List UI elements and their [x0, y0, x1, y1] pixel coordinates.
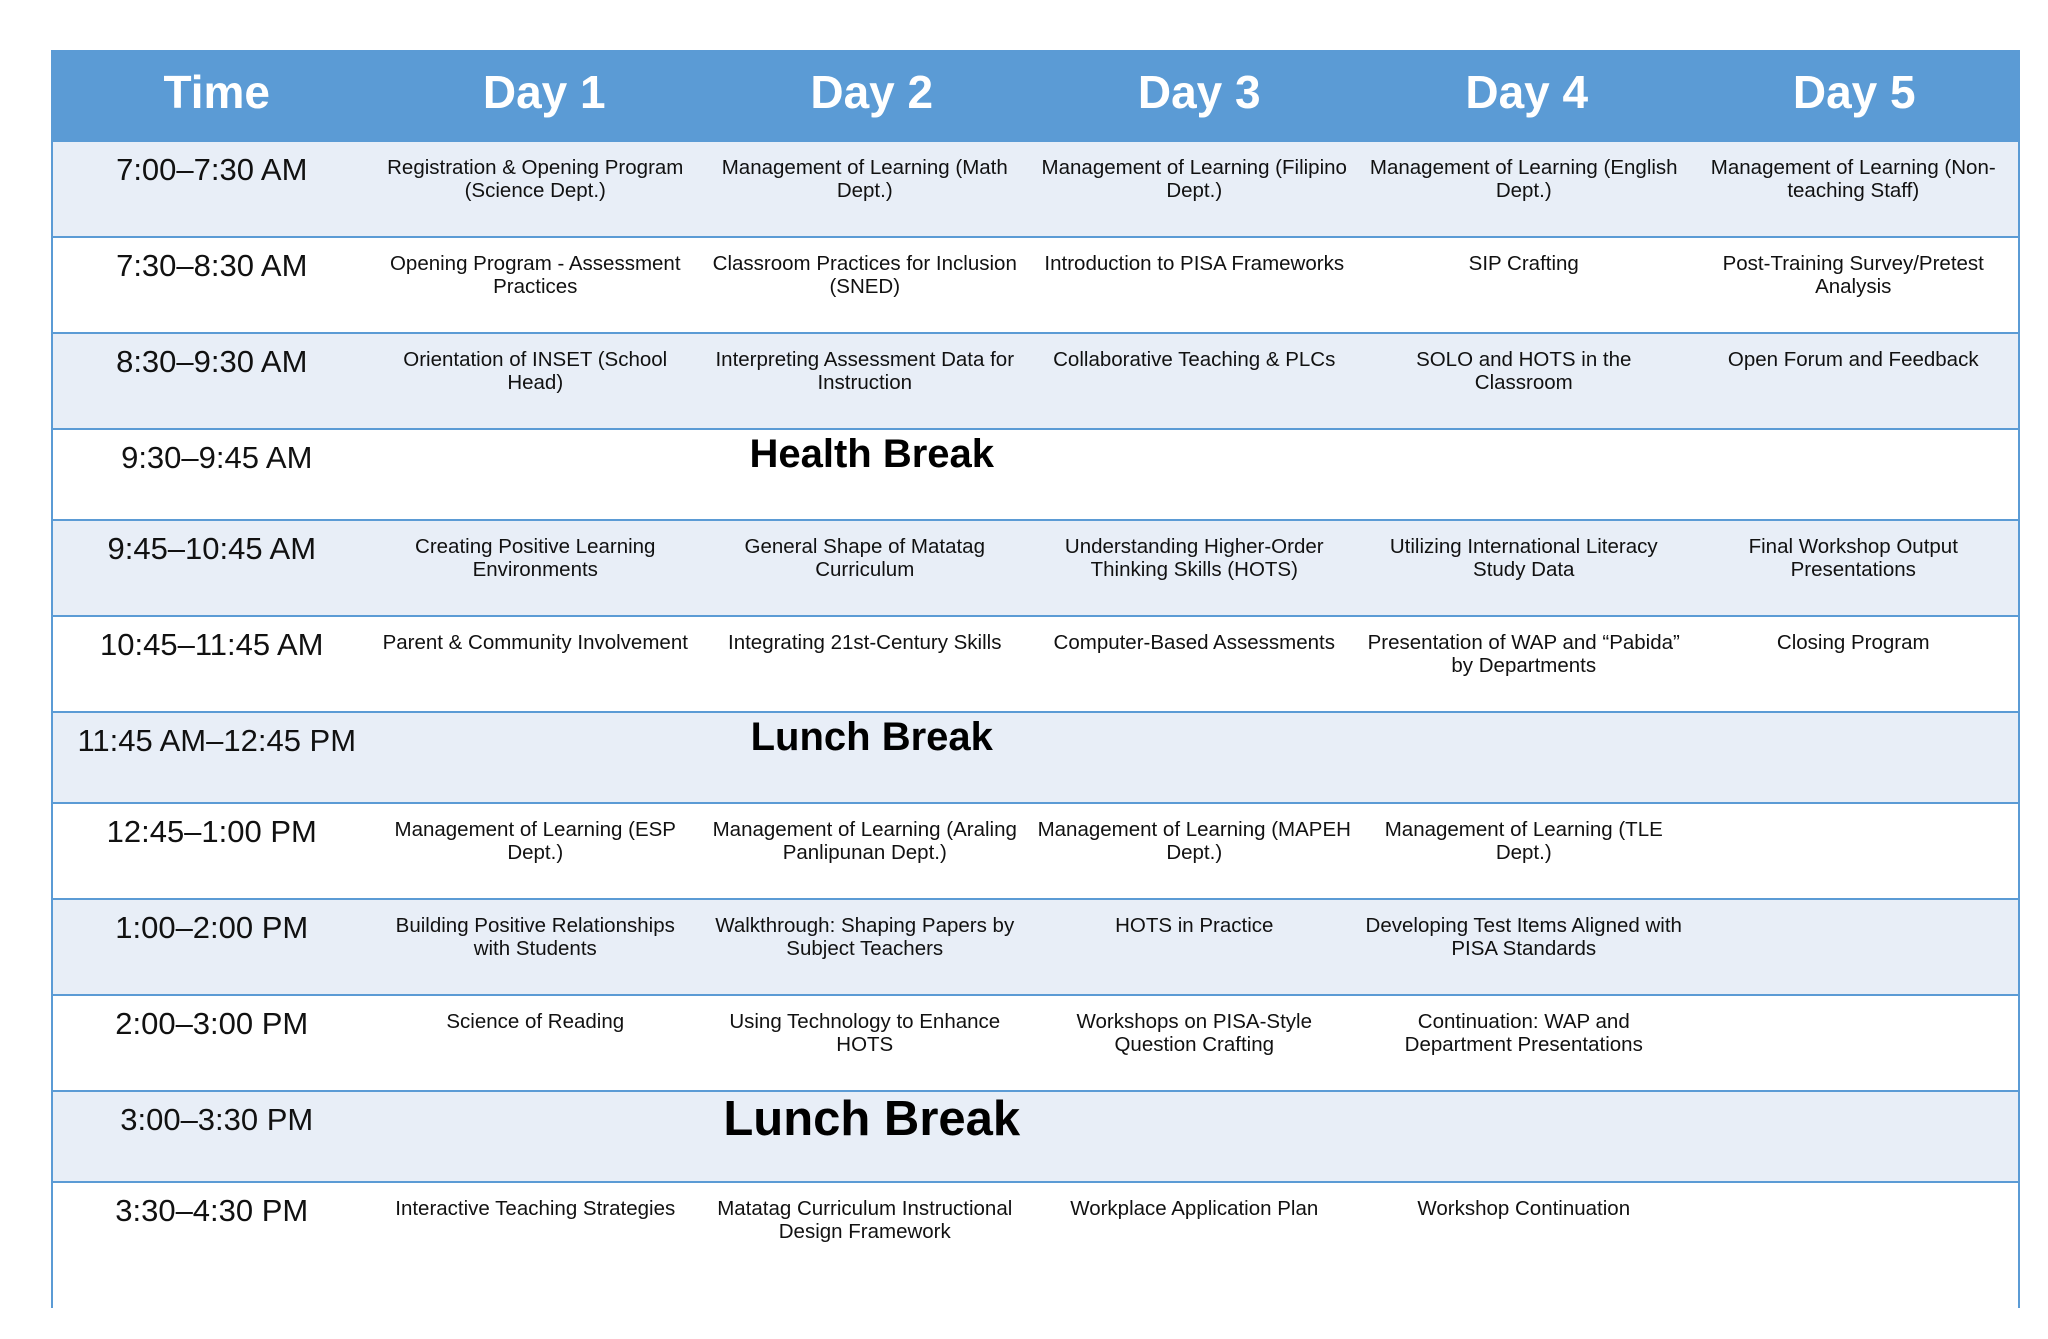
break-row	[53, 1092, 2018, 1183]
time-cell: 8:30–9:30 AM	[116, 344, 308, 379]
session-cell: Post-Training Survey/Pretest Analysis	[1722, 252, 1984, 298]
time-cell: 7:00–7:30 AM	[116, 152, 308, 187]
session-cell	[1689, 804, 2019, 898]
time-cell: 11:45 AM–12:45 PM	[77, 723, 357, 758]
break-area	[381, 713, 2019, 802]
break-row	[53, 713, 2018, 804]
session-cell: Management of Learning (Non-teaching Staff)	[1710, 156, 1996, 202]
break-label: Lunch Break	[723, 1092, 1021, 1146]
time-cell: 12:45–1:00 PM	[106, 814, 317, 849]
table-row	[53, 142, 2018, 238]
session-cell: SOLO and HOTS in the Classroom	[1416, 348, 1632, 394]
session-cell: Closing Program	[1776, 631, 1930, 654]
break-area	[381, 430, 2019, 519]
session-cell: Interpreting Assessment Data for Instruction	[715, 348, 1015, 394]
session-cell: Registration & Opening Program (Science Dept.)	[387, 156, 684, 202]
session-cell: Management of Learning (TLE Dept.)	[1384, 818, 1663, 864]
session-cell: Utilizing International Literacy Study Data	[1389, 535, 1658, 581]
header-time: Time	[163, 66, 271, 118]
session-cell: Workplace Application Plan	[1070, 1197, 1319, 1220]
table-row	[53, 334, 2018, 430]
header-day-3: Day 3	[1137, 66, 1261, 118]
session-cell: Management of Learning (Araling Panlipunan Dept.)	[712, 818, 1017, 864]
time-cell: 7:30–8:30 AM	[116, 248, 308, 283]
table-row	[53, 900, 2018, 996]
session-cell: Collaborative Teaching & PLCs	[1053, 348, 1336, 371]
session-cell: Final Workshop Output Presentations	[1748, 535, 1958, 581]
session-cell: HOTS in Practice	[1115, 914, 1274, 937]
session-cell: Science of Reading	[446, 1010, 625, 1033]
session-cell: Management of Learning (Math Dept.)	[721, 156, 1008, 202]
session-cell: Interactive Teaching Strategies	[395, 1197, 676, 1220]
table-row	[53, 804, 2018, 900]
break-row	[53, 430, 2018, 521]
session-cell	[1689, 1183, 2019, 1316]
table-row	[53, 238, 2018, 334]
header-day-5: Day 5	[1792, 66, 1916, 118]
table-row	[53, 996, 2018, 1092]
header-day-1: Day 1	[482, 66, 606, 118]
session-cell: Using Technology to Enhance HOTS	[729, 1010, 1001, 1056]
time-cell: 9:30–9:45 AM	[121, 440, 313, 475]
session-cell: General Shape of Matatag Curriculum	[744, 535, 985, 581]
break-label: Health Break	[749, 432, 995, 476]
break-area	[381, 1092, 2019, 1181]
session-cell: Developing Test Items Aligned with PISA Standards	[1365, 914, 1682, 960]
session-cell: Classroom Practices for Inclusion (SNED)	[712, 252, 1017, 298]
session-cell: Parent & Community Involvement	[382, 631, 688, 654]
header-row	[53, 52, 2018, 142]
session-cell: Open Forum and Feedback	[1727, 348, 1979, 371]
time-cell: 3:30–4:30 PM	[115, 1193, 309, 1228]
session-cell: Introduction to PISA Frameworks	[1044, 252, 1345, 275]
header-day-2: Day 2	[810, 66, 934, 118]
time-cell: 3:00–3:30 PM	[120, 1102, 314, 1137]
session-cell: Walkthrough: Shaping Papers by Subject Teachers	[715, 914, 1015, 960]
session-cell	[1689, 900, 2019, 994]
time-cell: 10:45–11:45 AM	[100, 627, 324, 662]
table-row	[53, 521, 2018, 617]
session-cell: Orientation of INSET (School Head)	[403, 348, 668, 394]
session-cell: Creating Positive Learning Environments	[415, 535, 656, 581]
table-row	[53, 1183, 2018, 1316]
session-cell: Workshops on PISA-Style Question Crafting	[1076, 1010, 1312, 1056]
session-cell: Management of Learning (ESP Dept.)	[394, 818, 676, 864]
session-cell: Continuation: WAP and Department Presentations	[1404, 1010, 1643, 1056]
session-cell	[1689, 996, 2019, 1090]
session-cell: Management of Learning (English Dept.)	[1369, 156, 1678, 202]
header-day-4: Day 4	[1465, 66, 1589, 118]
table-row	[53, 617, 2018, 713]
time-cell: 9:45–10:45 AM	[107, 531, 317, 566]
time-cell: 1:00–2:00 PM	[115, 910, 309, 945]
session-cell: Opening Program - Assessment Practices	[389, 252, 681, 298]
session-cell: Presentation of WAP and “Pabida” by Departments	[1367, 631, 1680, 677]
session-cell: Understanding Higher-Order Thinking Skills (HOTS)	[1064, 535, 1324, 581]
session-cell: SIP Crafting	[1468, 252, 1579, 275]
session-cell: Management of Learning (MAPEH Dept.)	[1037, 818, 1351, 864]
session-cell: Computer-Based Assessments	[1053, 631, 1335, 654]
session-cell: Matatag Curriculum Instructional Design Framework	[717, 1197, 1013, 1243]
break-label: Lunch Break	[750, 715, 993, 759]
session-cell: Building Positive Relationships with Students	[395, 914, 675, 960]
session-cell: Management of Learning (Filipino Dept.)	[1041, 156, 1347, 202]
session-cell: Integrating 21st-Century Skills	[728, 631, 1002, 654]
time-cell: 2:00–3:00 PM	[115, 1006, 309, 1041]
session-cell: Workshop Continuation	[1417, 1197, 1631, 1220]
schedule-table	[51, 50, 2020, 1308]
